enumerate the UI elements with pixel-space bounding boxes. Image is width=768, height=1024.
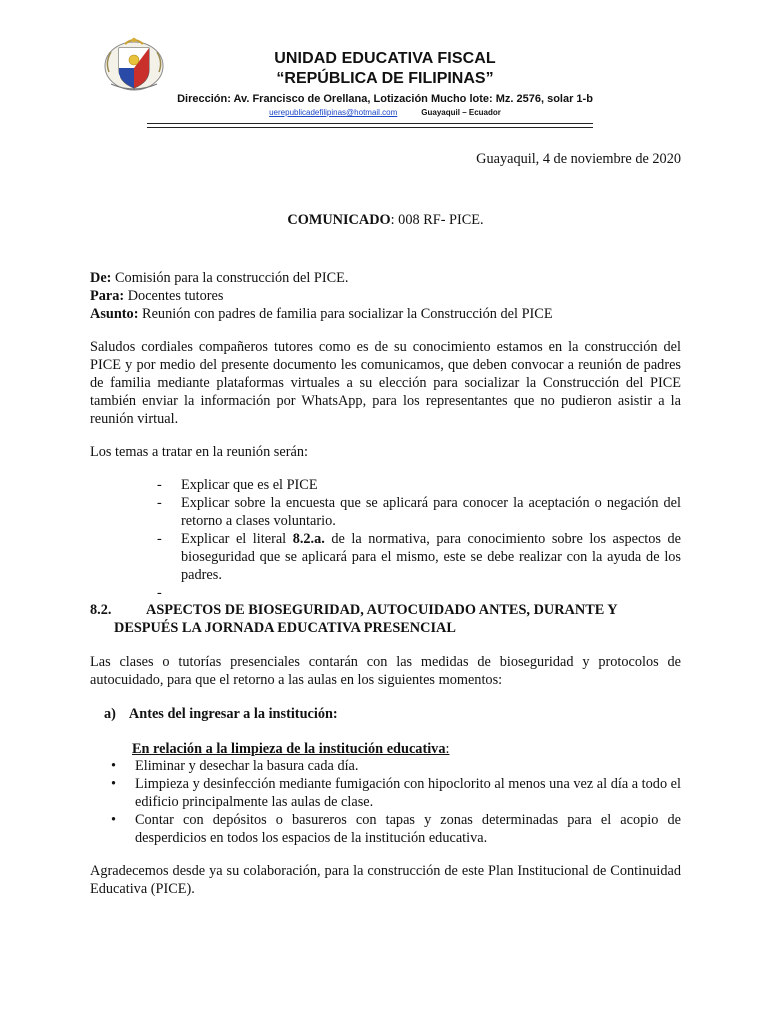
dash-marker: - [157, 495, 162, 511]
bullet-text: Limpieza y desinfección mediante fumigación con hipoclorito al menos una vez al día a todo el edificio principalmente las aulas de clase. [135, 776, 681, 810]
email-link[interactable]: uerepublicadefilipinas@hotmail.com [269, 108, 398, 117]
contact-line [150, 108, 620, 117]
school-address: Dirección: Av. Francisco de Orellana, Lotización Mucho lote: Mz. 2576, solar 1-b [177, 93, 593, 105]
field-to-value: Docentes tutores [124, 288, 224, 304]
subsection-letter: a) [104, 706, 116, 722]
communique-label: COMUNICADO [287, 212, 391, 228]
header-rule-thin [147, 127, 593, 128]
field-subject [90, 305, 681, 323]
field-subject-value: Reunión con padres de familia para socializar la Construcción del PICE [138, 306, 553, 322]
cleaning-subheading [132, 740, 632, 758]
list-item [90, 494, 681, 530]
topic-text: de la normativa, para conocimiento sobre los aspectos de bioseguridad que se aplicará para el mismo, este se debe realizar con la ayuda de los padres. [181, 531, 681, 583]
communique-number: : 008 RF- PICE. [390, 212, 484, 228]
bullet-text: Contar con depósitos o basureros con tapas y zonas determinadas para el acopio de desperdicios en todos los espacios de la institución educativa. [135, 812, 681, 846]
subsection-heading [104, 705, 604, 723]
school-subtitle: “REPÚBLICA DE FILIPINAS” [276, 70, 494, 87]
communique-title [90, 211, 681, 229]
intro-paragraph: Saludos cordiales compañeros tutores como es de su conocimiento estamos en la construcción del PICE y por medio del presente documento les comunicamos, que deben convocar a reunión de padres de familia mediante plataformas virtuales a su elección para socializar la Construcción del PICE también enviar la información por WhatsApp, para los representantes que no pudieron asistir a la reunión virtual. [90, 339, 681, 427]
header-rule-thick [147, 123, 593, 124]
subsection-title: Antes del ingresar a la institución: [128, 706, 338, 722]
field-subject-label: Asunto: [90, 306, 139, 322]
city-label: Guayaquil – Ecuador [421, 108, 501, 117]
list-item [90, 476, 681, 494]
closing-paragraph: Agradecemos desde ya su colaboración, para la construcción de este Plan Institucional de Continuidad Educativa (PICE). [90, 863, 681, 897]
bullet-marker: • [111, 812, 117, 828]
field-from-value: Comisión para la construcción del PICE. [111, 270, 349, 286]
topic-text: Explicar sobre la encuesta que se aplicará para conocer la aceptación o negación del retorno a clases voluntario. [181, 495, 681, 529]
section-title-line2: DESPUÉS LA JORNADA EDUCATIVA PRESENCIAL [114, 620, 456, 636]
topics-intro: Los temas a tratar en la reunión serán: [90, 444, 308, 460]
school-name: UNIDAD EDUCATIVA FISCAL [274, 50, 496, 67]
cleaning-subheading-text: En relación a la limpieza de la institución educativa [132, 741, 446, 757]
topic-text: Explicar el literal [181, 531, 293, 547]
topics-list [90, 476, 681, 601]
section-title-line1: ASPECTOS DE BIOSEGURIDAD, AUTOCUIDADO ANTES, DURANTE Y [146, 602, 618, 618]
bullet-marker: • [111, 776, 117, 792]
field-to-label: Para: [90, 288, 125, 304]
field-to [90, 287, 681, 305]
section-paragraph: Las clases o tutorías presenciales contarán con las medidas de bioseguridad y protocolos de autocuidado, para que el retorno a las aulas en los siguientes momentos: [90, 654, 681, 688]
list-item [90, 530, 681, 584]
list-item [90, 775, 681, 811]
list-item [90, 757, 681, 775]
topic-reference: 8.2.a. [292, 531, 325, 547]
cleaning-subheading-colon: : [445, 741, 450, 757]
bullet-marker: • [111, 758, 117, 774]
date-line: Guayaquil, 4 de noviembre de 2020 [476, 151, 681, 167]
section-number: 8.2. [90, 602, 112, 618]
field-from [90, 269, 681, 287]
list-item [90, 584, 681, 601]
dash-marker: - [157, 585, 162, 601]
list-item [90, 811, 681, 847]
field-from-label: De: [90, 270, 112, 286]
dash-marker: - [157, 531, 162, 547]
bullet-text: Eliminar y desechar la basura cada día. [135, 758, 359, 774]
cleaning-bullets [90, 757, 681, 847]
dash-marker: - [157, 477, 162, 493]
header-fields [90, 269, 681, 323]
section-heading [90, 601, 681, 637]
topic-text: Explicar que es el PICE [181, 477, 318, 493]
